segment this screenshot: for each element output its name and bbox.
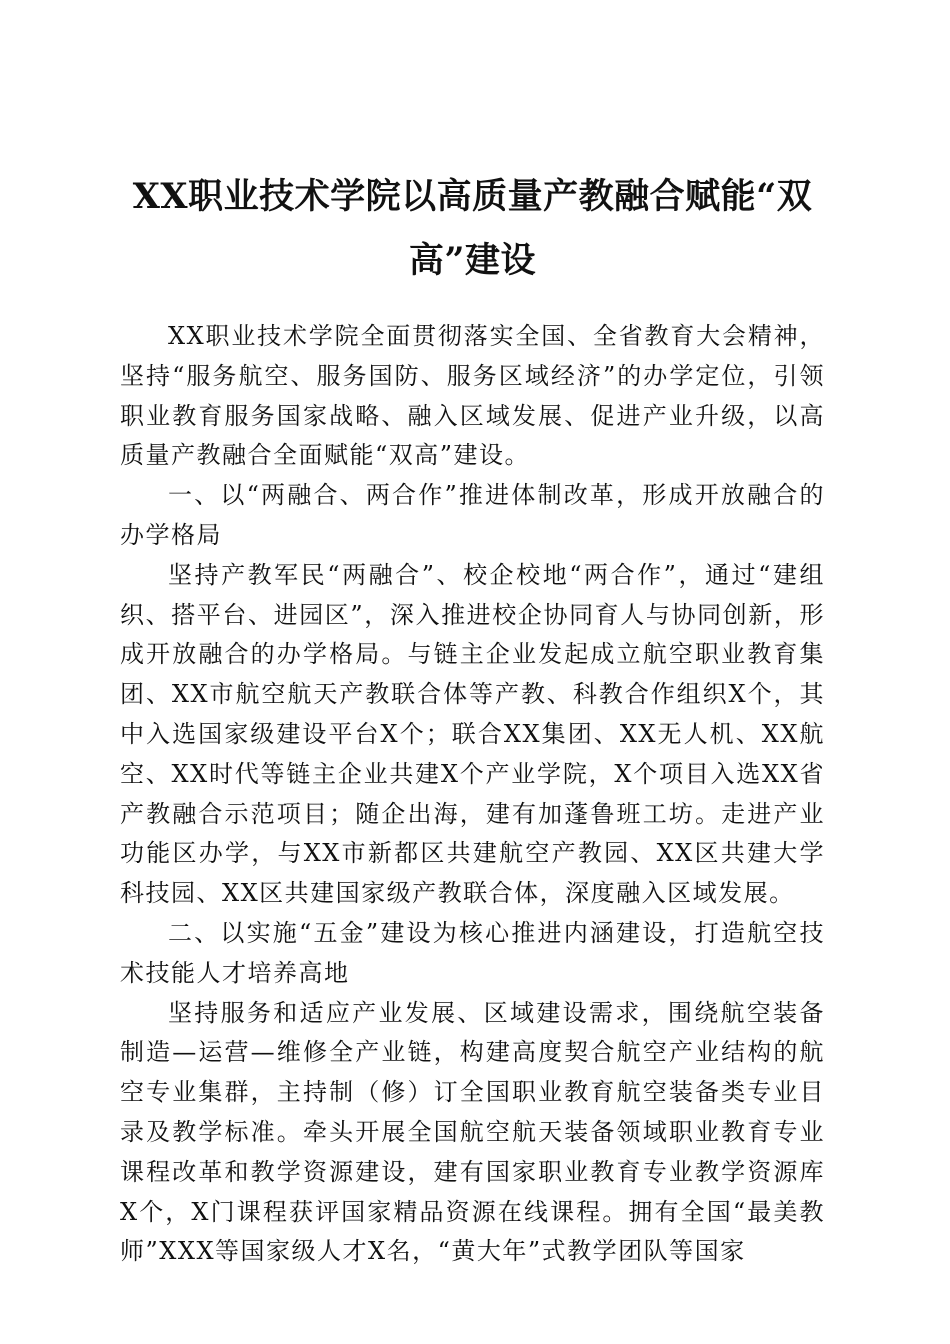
document-title	[120, 165, 825, 293]
document-body	[120, 317, 825, 1272]
section-2-paragraph: 坚持服务和适应产业发展、区域建设需求，围绕航空装备制造—运营—维修全产业链，构建高度契合航空产业结构的航空专业集群，主持制（修）订全国职业教育航空装备类专业目录及教学标准。牵头开展全国航空航天装备领域职业教育专业课程改革和教学资源建设，建有国家职业教育专业教学资源库X个，X门课程获评国家精品资源在线课程。拥有全国“最美教师”XXX等国家级人才X名，“黄大年”式教学团队等国家	[120, 998, 825, 1266]
intro-paragraph: XX职业技术学院全面贯彻落实全国、全省教育大会精神，坚持“服务航空、服务国防、服务区域经济”的办学定位，引领职业教育服务国家战略、融入区域发展、促进产业升级，以高质量产教融合全面赋能“双高”建设。	[120, 322, 825, 470]
title-line-1: XX职业技术学院以高质量产教融合赋能“双	[132, 176, 813, 217]
section-heading-1: 一、以“两融合、两合作”推进体制改革，形成开放融合的办学格局	[120, 481, 825, 549]
section-heading-2: 二、以实施“五金”建设为核心推进内涵建设，打造航空技术技能人才培养高地	[120, 918, 825, 987]
title-line-2: 高”建设	[408, 240, 537, 281]
section-1-paragraph: 坚持产教军民“两融合”、校企校地“两合作”，通过“建组织、搭平台、进园区”，深入推进校企协同育人与协同创新，形成开放融合的办学格局。与链主企业发起成立航空职业教育集团、XX市航空航天产教联合体等产教、科教合作组织X个，其中入选国家级建设平台X个；联合XX集团、XX无人机、XX航空、XX时代等链主企业共建X个产业学院，X个项目入选XX省产教融合示范项目；随企出海，建有加蓬鲁班工坊。走进产业功能区办学，与XX市新都区共建航空产教园、XX区共建大学科技园、XX区共建国家级产教联合体，深度融入区域发展。	[120, 560, 825, 908]
document-page	[120, 165, 825, 1272]
